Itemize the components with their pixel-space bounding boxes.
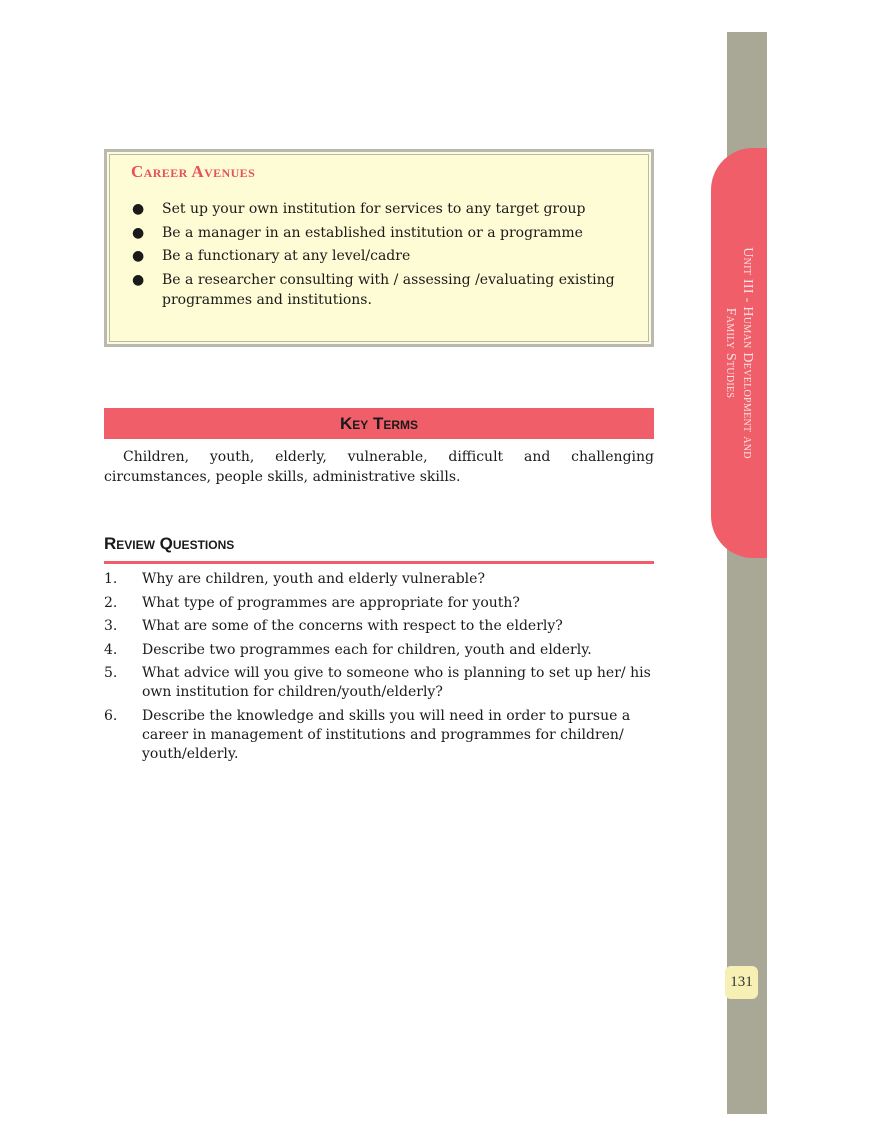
page-number: 131 — [725, 966, 758, 999]
list-item — [104, 594, 654, 613]
list-item — [104, 617, 654, 636]
question-text: What are some of the concerns with respect to the elderly? — [142, 618, 563, 634]
question-number: 1. — [104, 571, 118, 587]
review-questions-heading: Review Questions — [104, 534, 235, 553]
career-avenues-list — [129, 199, 639, 313]
list-item: ● Be a researcher consulting with / assessing /evaluating existing programmes and institutions. — [132, 271, 615, 308]
list-item: ● Set up your own institution for services to any target group — [132, 201, 586, 217]
question-number: 5. — [104, 665, 118, 681]
list-item — [104, 641, 654, 660]
list-item — [104, 707, 654, 764]
question-text: Describe two programmes each for children, youth and elderly. — [142, 641, 592, 658]
unit-title-line-1: Unit III - Human Development and — [740, 247, 755, 459]
question-number: 2. — [104, 594, 118, 611]
question-text: What type of programmes are appropriate for youth? — [142, 594, 520, 611]
list-item — [104, 664, 654, 702]
key-terms-text: Children, youth, elderly, vulnerable, difficult and challenging circumstances, people skills, administrative skills. — [104, 449, 654, 485]
key-terms-heading: Key Terms — [104, 408, 654, 439]
question-text: What advice will you give to someone who is planning to set up her/ his own institution for children/youth/elderly? — [142, 665, 651, 700]
unit-title-line-2: Family Studies — [723, 307, 738, 399]
question-text: Why are children, youth and elderly vulnerable? — [142, 571, 485, 587]
review-questions-rule — [104, 561, 654, 564]
list-item — [104, 570, 654, 589]
review-questions-list — [104, 570, 654, 768]
question-number: 6. — [104, 707, 118, 724]
bullet-icon: ● — [132, 271, 145, 288]
bullet-icon: ● — [132, 224, 145, 241]
bullet-icon: ● — [132, 248, 145, 264]
question-number: 3. — [104, 618, 118, 634]
career-avenues-box — [104, 149, 654, 347]
career-avenues-title: Career Avenues — [131, 162, 256, 181]
question-number: 4. — [104, 641, 118, 658]
list-item: ● Be a functionary at any level/cadre — [132, 248, 411, 264]
list-item: ● Be a manager in an established institution or a programme — [132, 224, 583, 241]
question-text: Describe the knowledge and skills you will need in order to pursue a career in management of institutions and programmes for children/ youth/elderly. — [142, 707, 631, 762]
unit-side-tab-label — [722, 203, 756, 503]
bullet-icon: ● — [132, 201, 145, 217]
